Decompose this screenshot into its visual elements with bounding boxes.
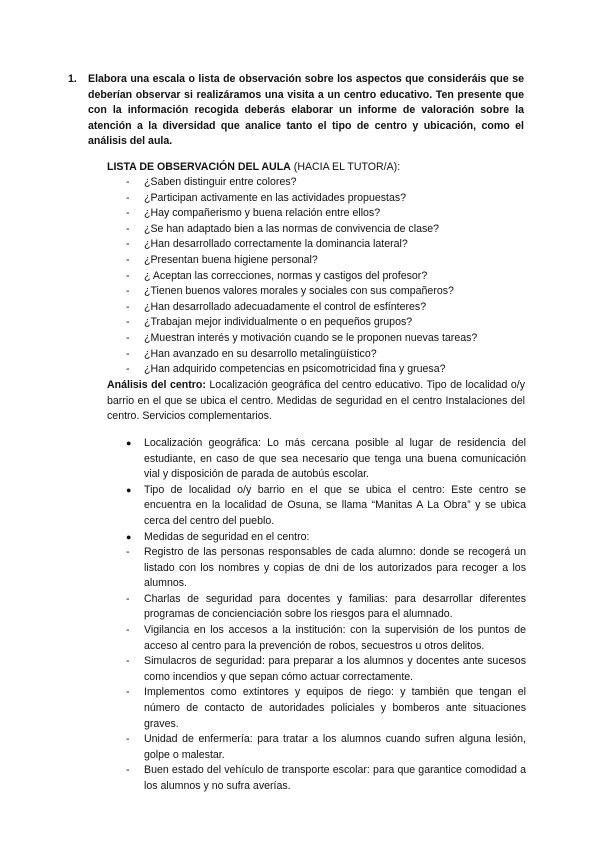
list-title-rest: (HACIA EL TUTOR/A): — [290, 161, 401, 173]
question-paragraph — [68, 72, 524, 150]
list-title — [107, 160, 400, 175]
measure-item: - Charlas de seguridad para docentes y familias: para desarrollar diferentes programas de concienciación sobre los riesgos para el alumnado. — [126, 592, 526, 623]
bullet-list — [126, 436, 526, 545]
measure-item: - Buen estado del vehículo de transporte escolar: para que garantice comodidad a los alumnos y no sufra averías. — [126, 763, 526, 794]
question-number: 1. — [68, 73, 77, 85]
measure-item: - Registro de las personas responsables de cada alumno: donde se recogerá un listado con los nombres y copias de dni de los autorizados para recoger a los alumnos. — [126, 545, 526, 592]
list-item: - ¿Saben distinguir entre colores? — [126, 175, 526, 191]
list-item: - ¿ Aceptan las correcciones, normas y castigos del profesor? — [126, 269, 526, 285]
analysis-paragraph — [107, 378, 525, 425]
list-item: - ¿Han adquirido competencias en psicomotricidad fina y gruesa? — [126, 362, 526, 378]
bullet-item: ● Medidas de seguridad en el centro: — [126, 530, 526, 546]
measure-item: - Vigilancia en los accesos a la institución: con la supervisión de los puntos de acceso al centro para la prevención de robos, secuestros u otros delitos. — [126, 623, 526, 654]
measure-item: - Unidad de enfermería: para tratar a los alumnos cuando sufren alguna lesión, golpe o malestar. — [126, 732, 526, 763]
list-item: - ¿Trabajan mejor individualmente o en pequeños grupos? — [126, 315, 526, 331]
list-item: - ¿Tienen buenos valores morales y sociales con sus compañeros? — [126, 284, 526, 300]
analysis-text: Localización geográfica del centro educativo. Tipo de localidad o/y barrio en el que se ubica el centro. Medidas de seguridad en el centro Instalaciones del centro. Servicios complementarios. — [107, 379, 525, 423]
bullet-item: ● Tipo de localidad o/y barrio en el que se ubica el centro: Este centro se encuentra en la localidad de Osuna, se llama “Manitas A La Obra” y se ubica cerca del centro del pueblo. — [126, 483, 526, 530]
analysis-label: Análisis del centro: — [107, 379, 206, 391]
list-item: - ¿Se han adaptado bien a las normas de convivencia de clase? — [126, 222, 526, 238]
measure-item: - Simulacros de seguridad: para preparar a los alumnos y docentes ante sucesos como incendios y que sepan cómo actuar correctamente. — [126, 654, 526, 685]
measure-item: - Implementos como extintores y equipos de riego: y también que tengan el número de contacto de autoridades policiales y bomberos ante situaciones graves. — [126, 685, 526, 732]
list-item: - ¿Presentan buena higiene personal? — [126, 253, 526, 269]
list-item: - ¿Hay compañerismo y buena relación entre ellos? — [126, 206, 526, 222]
bullet-item: ● Localización geográfica: Lo más cercana posible al lugar de residencia del estudiante, en caso de que sea necesario que tenga una buena comunicación vial y disposición de parada de autobús escolar. — [126, 436, 526, 483]
list-item: - ¿Han desarrollado correctamente la dominancia lateral? — [126, 237, 526, 253]
observation-list — [126, 175, 526, 378]
list-item: - ¿Muestran interés y motivación cuando se le proponen nuevas tareas? — [126, 331, 526, 347]
list-title-bold: LISTA DE OBSERVACIÓN DEL AULA — [107, 161, 291, 173]
security-measures-list — [126, 545, 526, 795]
question-text: Elabora una escala o lista de observación sobre los aspectos que consideráis que se deberían observar si realizáramos una visita a un centro educativo. Ten presente que con la información recogida deberás elaborar un informe de valoración sobre la atención a la diversidad que analice tanto el tipo de centro y ubicación, como el análisis del aula. — [88, 73, 524, 148]
list-item: - ¿Participan activamente en las actividades propuestas? — [126, 191, 526, 207]
list-item: - ¿Han avanzado en su desarrollo metalingüístico? — [126, 347, 526, 363]
list-item: - ¿Han desarrollado adecuadamente el control de esfínteres? — [126, 300, 526, 316]
